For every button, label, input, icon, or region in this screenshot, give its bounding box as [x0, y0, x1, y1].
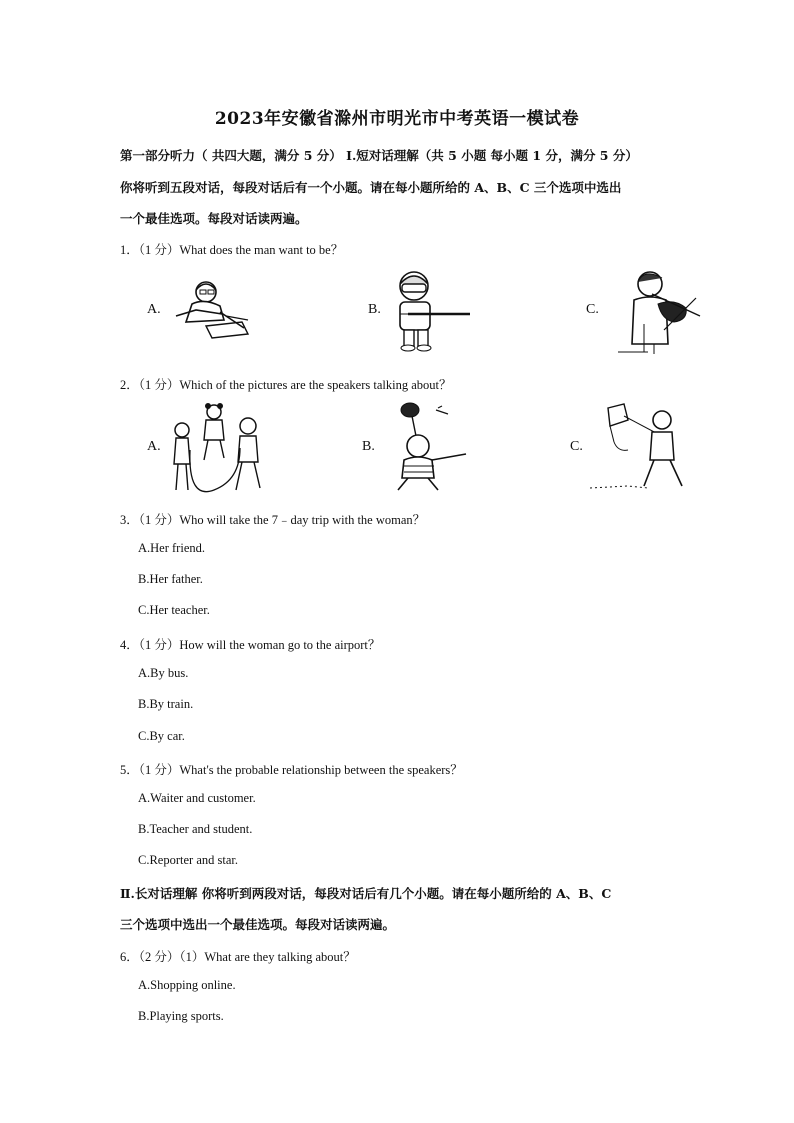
- part1-header: 第一部分听力（ 共四大题，满分 5 分） I.短对话理解（共 5 小题 每小题 1 分，满分 5 分）: [120, 148, 638, 163]
- question-6-option-b: B.Playing sports.: [138, 1009, 224, 1023]
- question-3-option-b: B.Her father.: [138, 572, 203, 586]
- q1-picture-label-c: C.: [586, 302, 599, 317]
- q1-picture-a-person-writing: [166, 276, 252, 342]
- part2-intro-line1: Ⅱ.长对话理解 你将听到两段对话，每段对话后有几个小题。请在每小题所给的 A、B、C: [120, 886, 612, 901]
- question-5-option-c: C.Reporter and star.: [138, 853, 238, 867]
- q1-picture-b-soldier: [386, 268, 472, 352]
- question-6-stem: 6．（2 分）（1）What are they talking about？: [120, 950, 356, 964]
- question-3-stem: 3．（1 分）Who will take the 7﹣day trip with the woman？: [120, 513, 426, 527]
- q2-picture-label-c: C.: [570, 439, 583, 454]
- question-4-stem: 4．（1 分）How will the woman go to the airport？: [120, 638, 381, 652]
- question-3-option-a: A.Her friend.: [138, 541, 205, 555]
- question-4-option-c: C.By car.: [138, 729, 185, 743]
- q2-picture-label-a: A.: [147, 439, 161, 454]
- question-5-option-a: A.Waiter and customer.: [138, 791, 256, 805]
- question-4-option-b: B.By train.: [138, 697, 194, 711]
- part1-intro-line2: 一个最佳选项。每段对话读两遍。: [120, 211, 308, 226]
- part1-intro-line1: 你将听到五段对话，每段对话后有一个小题。请在每小题所给的 A、B、C 三个选项中选出: [120, 180, 622, 195]
- question-5-stem: 5．（1 分）What's the probable relationship between the speakers？: [120, 763, 463, 777]
- q1-picture-label-a: A.: [147, 302, 161, 317]
- question-4-option-a: A.By bus.: [138, 666, 189, 680]
- question-3-option-c: C.Her teacher.: [138, 603, 210, 617]
- q1-picture-label-b: B.: [368, 302, 381, 317]
- q2-picture-b-badminton: [378, 400, 470, 494]
- question-5-option-b: B.Teacher and student.: [138, 822, 253, 836]
- q2-picture-label-b: B.: [362, 439, 375, 454]
- q2-picture-c-kite-flying: [588, 402, 688, 494]
- question-2-stem: 2．（1 分）Which of the pictures are the speakers talking about？: [120, 378, 452, 392]
- question-6-option-a: A.Shopping online.: [138, 978, 236, 992]
- q1-picture-c-violinist: [604, 264, 704, 356]
- q2-picture-a-jump-rope: [164, 400, 270, 496]
- page-title: 2023年安徽省滁州市明光市中考英语一模试卷: [214, 109, 580, 129]
- part2-intro-line2: 三个选项中选出一个最佳选项。每段对话读两遍。: [120, 917, 396, 932]
- question-1-stem: 1．（1 分）What does the man want to be？: [120, 243, 344, 257]
